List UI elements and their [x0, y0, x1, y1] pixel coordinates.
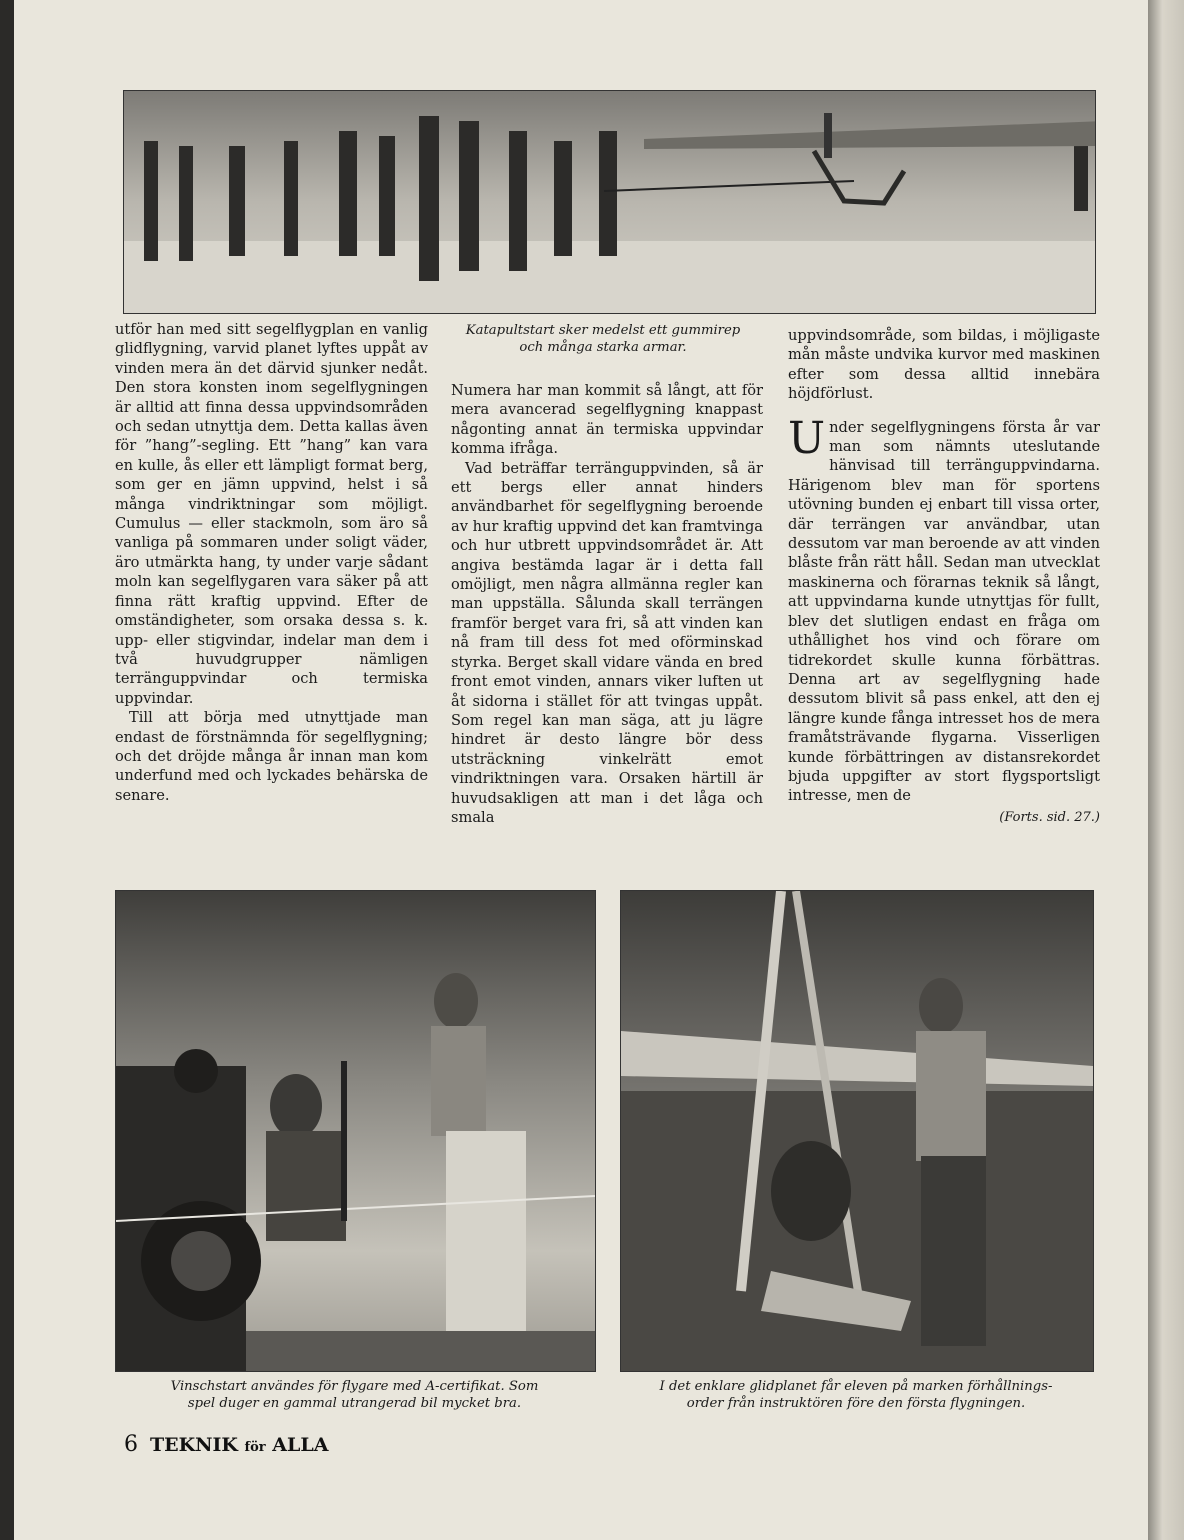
- col2-paragraph-2: Vad beträffar terränguppvinden, så är ett bergs eller annat hinders användbarhet för segelflygning beroende av hur kraftig uppvind det kan framtvinga och hur utbrett uppvindsområdet är. Att angiva bestämda lagar är i detta fall omöjligt, men några allmänna regler kan man uppställa. Sålunda skall terrängen framför berget vara fri, så att vinden kan nå fram till dess fot med oförminskad styrka. Berget skall vidare vända en bred front emot vinden, annars viker luften ut åt sidorna i stället för att tvingas uppåt. Som regel kan man säga, att ju lägre hindret är desto längre bör dess utsträckning vinkelrätt emot vindriktningen vara. Orsaken härtill är huvudsakligen att man i det låga och smala: [451, 459, 764, 826]
- col3-paragraph-1: uppvindsområde, som bildas, i möjligaste mån måste undvika kurvor med maskinen efter som dessa alltid innebära höjdförlust.: [788, 327, 1100, 403]
- col1-paragraph-1: utför han med sitt segelflygplan en vanlig glidflygning, varvid planet lyftes uppåt av vinden mera än det därvid sjunker nedåt. Den stora konsten inom segelflygningen är alltid att finna dessa uppvindsområden och sedan utnyttja dem. Detta kallas även för ”hang”-segling. Ett ”hang” kan vara en kulle, ås eller ett lämpligt format berg, som ger en jämn uppvind, helst i så många vindriktningar som möjligt. Cumulus — eller stackmoln, som äro så vanliga på sommaren under soligt väder, äro utmärkta hang, ty under varje sådant moln kan segelflygaren vara säker på att finna rätt kraftig uppvind. Efter de omständigheter, som orsaka dessa s. k. upp- eller stigvindar, indelar man dem i två huvudgrupper nämligen terränguppvindar och termiska uppvindar.: [115, 321, 428, 707]
- catapult-launch-photo: [123, 90, 1096, 314]
- next-page-edge: [1148, 0, 1184, 1540]
- winch-caption-line-1: Vinschstart användes för flygare med A-certifikat. Som: [170, 1379, 539, 1394]
- glider-caption: [614, 1378, 1098, 1412]
- col3-paragraph-2: [788, 412, 1100, 806]
- winch-caption-line-2: spel duger en gammal utrangerad bil mycket bra.: [187, 1396, 522, 1411]
- page-footer: [124, 1432, 328, 1457]
- glider-instruction-photo: [620, 890, 1094, 1372]
- catapult-caption: [442, 322, 764, 356]
- drop-cap: U: [788, 412, 826, 464]
- col2-paragraph-1: Numera har man kommit så långt, att för mera avancerad segelflygning knappast någonting annat än termiska uppvindar komma ifråga.: [451, 382, 763, 458]
- winch-start-photo: [115, 890, 596, 1372]
- winch-caption: [115, 1378, 594, 1412]
- column-3: [788, 326, 1100, 827]
- page-number: 6: [124, 1432, 138, 1457]
- catapult-caption-line-1: Katapultstart sker medelst ett gummirep: [465, 323, 741, 338]
- glider-caption-line-1: I det enklare glidplanet får eleven på marken förhållnings-: [659, 1379, 1053, 1394]
- glider-caption-line-2: order från instruktören före den första flygningen.: [686, 1396, 1026, 1411]
- continued-note: (Forts. sid. 27.): [999, 809, 1100, 825]
- column-1: [115, 320, 428, 805]
- catapult-launch-illustration: [124, 91, 1095, 313]
- magazine-page: [14, 0, 1148, 1540]
- magazine-title-c: ALLA: [265, 1434, 329, 1456]
- magazine-title-a: TEKNIK: [150, 1434, 245, 1456]
- column-2: [451, 381, 763, 827]
- col3-paragraph-2-text: nder segelflygningens första år var man som nämnts uteslutande hänvisad till terränguppvindarna. Härigenom blev man för sportens utövning bunden ej enbart till vissa orter, där terrängen var användbar, utan dessutom var man beroende av att vinden blåste från rätt håll. Sedan man utvecklat maskinerna och förarnas teknik så långt, att uppvindarna kunde utnyttjas för fullt, blev det slutligen endast en fråga om uthållighet hos vind och förare om tidrekordet skulle kunna förbättras. Denna art av segelflygning hade dessutom blivit så pass enkel, att den ej längre kunde fånga intresset hos de mera framåtsträvande flygarna. Visserligen kunde förbättringen av distansrekordet bjuda uppgifter av stort flygsportsligt intresse, men de: [788, 418, 1100, 805]
- catapult-caption-line-2: och många starka armar.: [519, 340, 687, 355]
- glider-instruction-illustration: [621, 891, 1093, 1371]
- col1-paragraph-2: Till att börja med utnyttjade man endast de förstnämnda för segelflygning; och det dröjde många år innan man kom underfund med och lyckades behärska de senare.: [115, 709, 428, 804]
- magazine-title-b: för: [244, 1440, 266, 1455]
- winch-start-illustration: [116, 891, 595, 1371]
